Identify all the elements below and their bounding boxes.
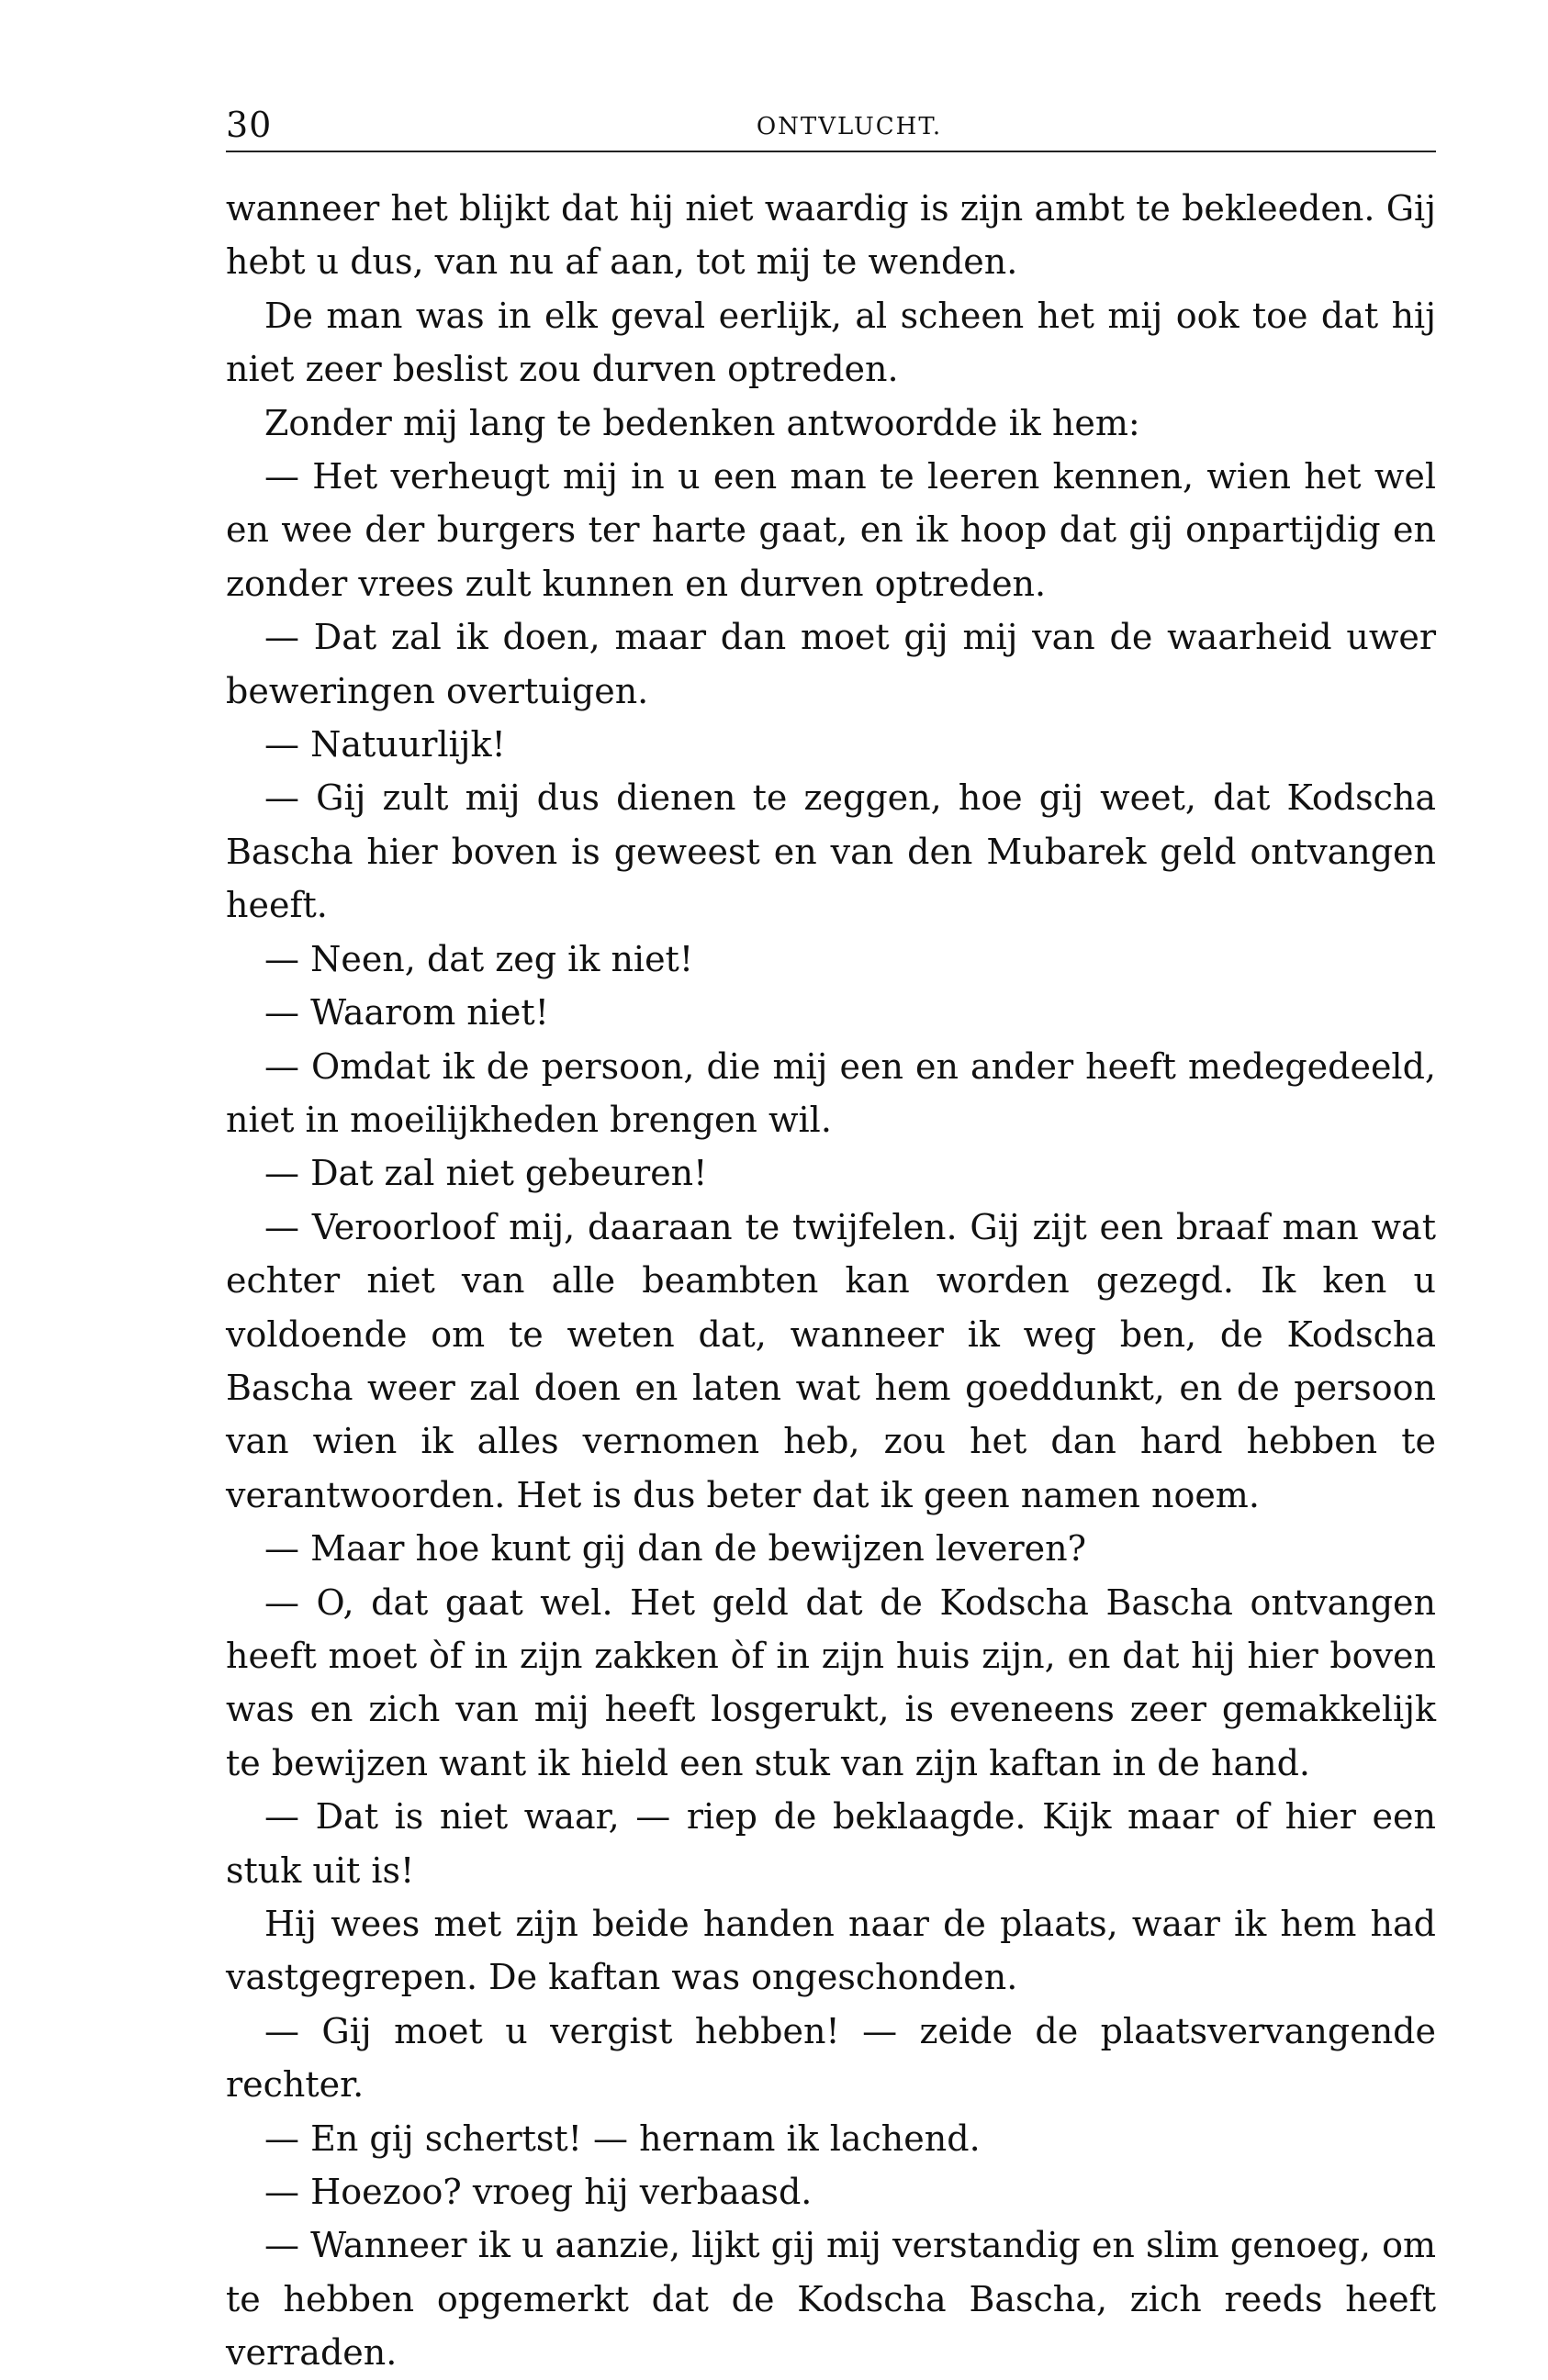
- paragraph: Hij wees met zijn beide handen naar de plaats, waar ik hem had vastgegrepen. De kaftan was ongeschonden.: [226, 1904, 1436, 1998]
- dialogue-paragraph: — Neen, dat zeg ik niet!: [264, 938, 694, 979]
- dialogue-paragraph: — Maar hoe kunt gij dan de bewijzen leveren?: [264, 1528, 1086, 1570]
- dialogue-paragraph: — Dat zal niet gebeuren!: [264, 1153, 708, 1194]
- dialogue-paragraph: — Omdat ik de persoon, die mij een en ander heeft medegedeeld, niet in moeilijkheden brengen wil.: [226, 1045, 1436, 1140]
- dialogue-paragraph: — Gij zult mij dus dienen te zeggen, hoe gij weet, dat Kodscha Bascha hier boven is geweest en van den Mubarek geld ontvangen heeft.: [226, 777, 1436, 926]
- dialogue-paragraph: — Natuurlijk!: [264, 724, 506, 765]
- paragraph: Zonder mij lang te bedenken antwoordde ik hem:: [264, 402, 1140, 443]
- dialogue-paragraph: — Het verheugt mij in u een man te leeren kennen, wien het wel en wee der burgers ter harte gaat, en ik hoop dat gij onpartijdig en zonder vrees zult kunnen en durven optreden.: [226, 456, 1436, 604]
- dialogue-paragraph: — Dat zal ik doen, maar dan moet gij mij van de waarheid uwer beweringen overtuigen.: [226, 617, 1436, 711]
- page-header: [226, 97, 1436, 152]
- dialogue-paragraph: — O, dat gaat wel. Het geld dat de Kodscha Bascha ontvangen heeft moet òf in zijn zakken òf in zijn huis zijn, en dat hij hier boven was en zich van mij heeft losgerukt, is eveneens zeer gemakkelijk te bewijzen want ik hield een stuk van zijn kaftan in de hand.: [226, 1581, 1436, 1783]
- header-rule: [226, 151, 1436, 152]
- dialogue-paragraph: — Veroorloof mij, daaraan te twijfelen. Gij zijt een braaf man wat echter niet van alle beambten kan worden gezegd. Ik ken u voldoende om te weten dat, wanneer ik weg ben, de Kodscha Bascha weer zal doen en laten wat hem goeddunkt, en de persoon van wien ik alles vernomen heb, zou het dan hard hebben te verantwoorden. Het is dus beter dat ik geen namen noem.: [226, 1206, 1436, 1515]
- page-body: [226, 182, 1436, 2380]
- dialogue-paragraph: — Waarom niet!: [264, 992, 549, 1034]
- page-number: 30: [226, 105, 273, 145]
- paragraph: wanneer het blijkt dat hij niet waardig is zijn ambt te bekleeden. Gij hebt u dus, van nu af aan, tot mij te wenden.: [226, 188, 1436, 283]
- dialogue-paragraph: — Gij moet u vergist hebben! — zeide de plaatsvervangende rechter.: [226, 2010, 1436, 2106]
- dialogue-paragraph: — Wanneer ik u aanzie, lijkt gij mij verstandig en slim genoeg, om te hebben opgemerkt dat de Kodscha Bascha, zich reeds heeft verraden.: [226, 2225, 1436, 2374]
- dialogue-paragraph: — Hoezoo? vroeg hij verbaasd.: [264, 2172, 813, 2213]
- dialogue-paragraph: — En gij schertst! — hernam ik lachend.: [264, 2117, 981, 2159]
- dialogue-paragraph: — Dat is niet waar, — riep de beklaagde. Kijk maar of hier een stuk uit is!: [226, 1796, 1436, 1891]
- paragraph: De man was in elk geval eerlijk, al scheen het mij ook toe dat hij niet zeer beslist zou durven optreden.: [226, 295, 1436, 390]
- running-head: ONTVLUCHT.: [756, 113, 943, 140]
